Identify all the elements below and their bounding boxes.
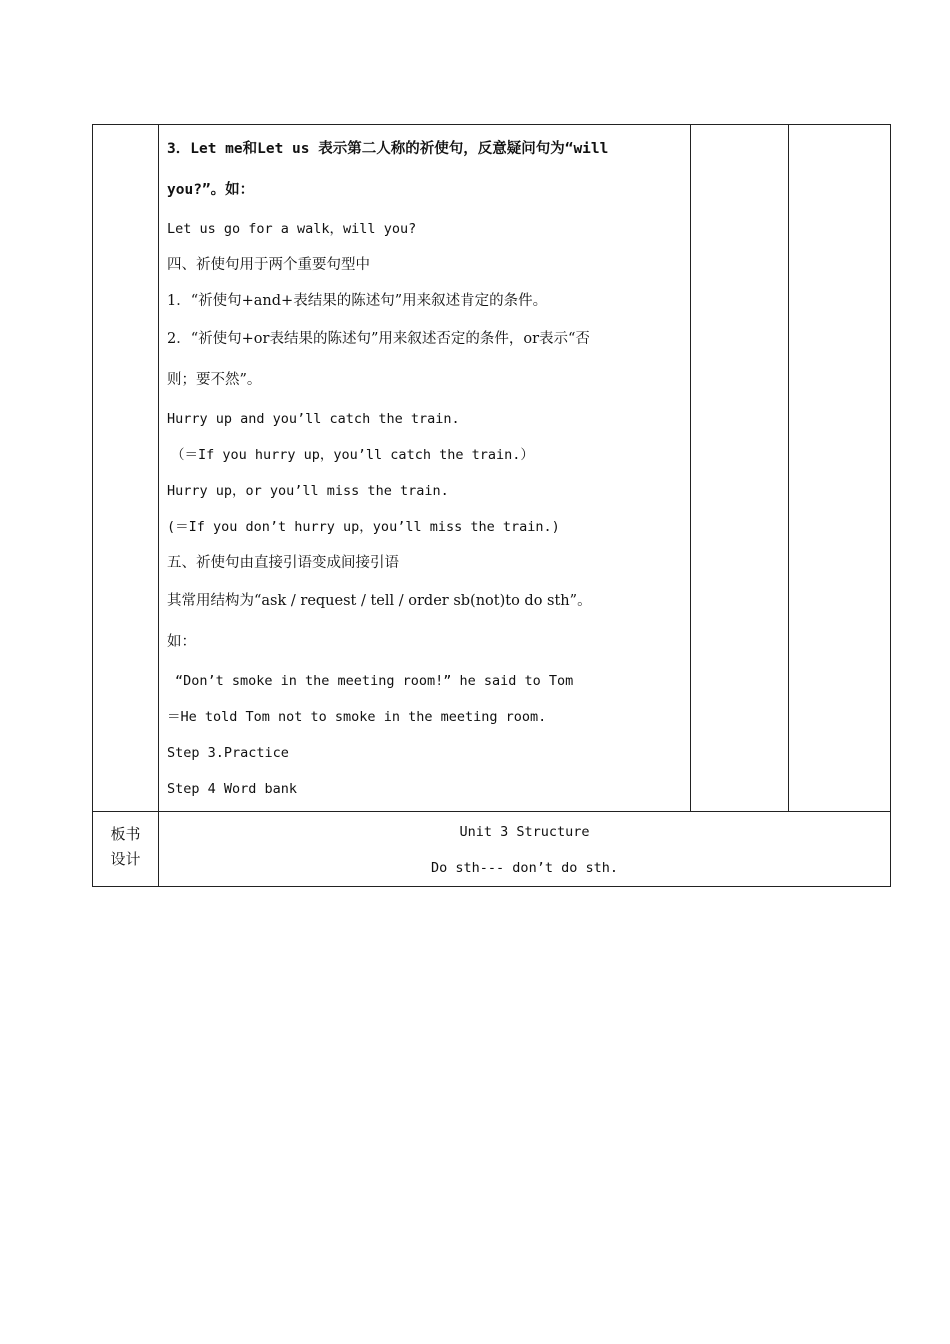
board-label-cell	[93, 812, 159, 887]
text-line: ＝He told Tom not to smoke in the meeting room.	[167, 709, 547, 725]
lesson-plan-table	[92, 124, 891, 887]
text-line: (＝If you don’t hurry up，you’ll miss the train.)	[167, 519, 560, 535]
text-line: 五、祈使句由直接引语变成间接引语	[167, 555, 399, 571]
board-structure: Do sth--- don’t do sth.	[431, 860, 618, 876]
content-cell	[159, 125, 691, 812]
text-line: 四、祈使句用于两个重要句型中	[167, 257, 370, 273]
text-line: （＝If you hurry up，you’ll catch the train.）	[171, 447, 534, 463]
text-line: Step 3.Practice	[167, 745, 289, 761]
text-line: Let us go for a walk，will you?	[167, 221, 417, 237]
text-line: “Don’t smoke in the meeting room!” he said to Tom	[175, 673, 574, 689]
text-line: Hurry up，or you’ll miss the train.	[167, 483, 449, 499]
right-empty-cell	[789, 125, 891, 812]
board-label-line2: 设计	[110, 850, 141, 868]
board-label-line1: 板书	[110, 825, 141, 843]
board-content-cell	[159, 812, 891, 887]
text-line: Step 4 Word bank	[167, 781, 298, 797]
notes-empty-cell	[691, 125, 789, 812]
left-empty-cell	[93, 125, 159, 812]
text-line: 如：	[167, 634, 196, 650]
text-line: 其常用结构为“ask / request / tell / order sb(not)to do sth”。	[167, 593, 592, 609]
text-line: 1．“祈使句+and+表结果的陈述句”用来叙述肯定的条件。	[167, 293, 548, 309]
text-line: 3．Let me和Let us 表示第二人称的祈使句，反意疑问句为“will	[167, 141, 609, 157]
board-design-row	[93, 812, 891, 887]
text-line: 则；要不然”。	[167, 372, 262, 388]
content-row	[93, 125, 891, 812]
text-line: Hurry up and you’ll catch the train.	[167, 411, 460, 427]
text-line: you?”。如：	[167, 182, 255, 198]
text-line: 2．“祈使句+or表结果的陈述句”用来叙述否定的条件，or表示“否	[167, 331, 590, 347]
board-title: Unit 3 Structure	[459, 824, 590, 840]
